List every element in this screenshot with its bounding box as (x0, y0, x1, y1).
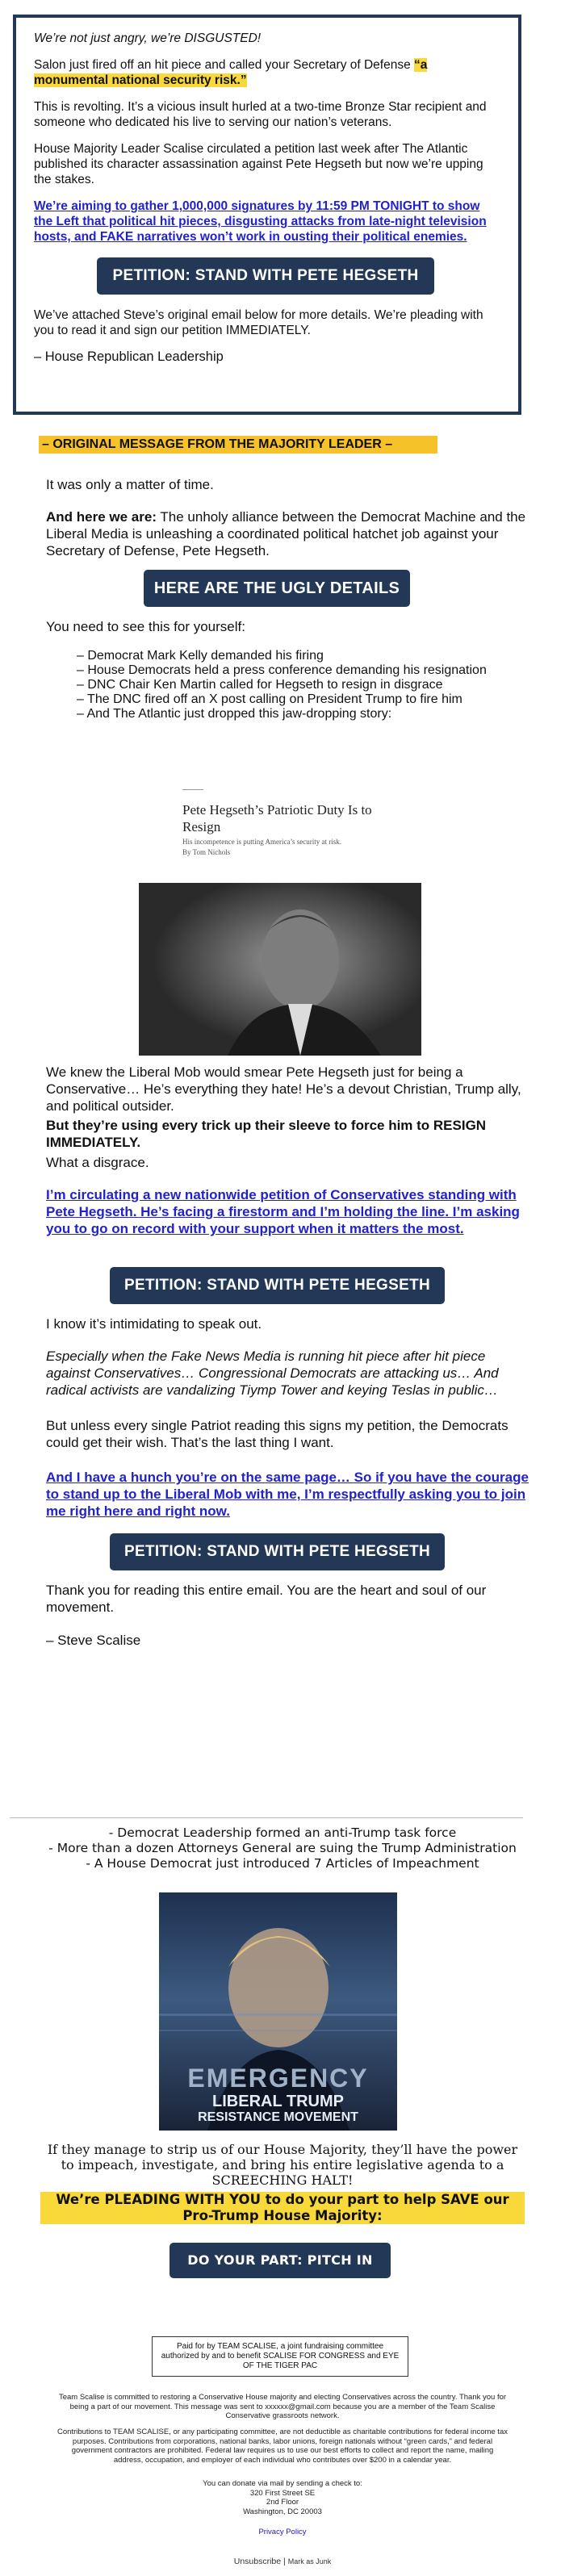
revolting-paragraph: This is revolting. It’s a vicious insult hurled at a two-time Bronze Star recipient and someone who dedicated his live to serving our nation’s veterans. (34, 100, 487, 129)
list-item: – The DNC fired off an X post calling on President Trump to fire him (77, 692, 462, 706)
task-force-link[interactable]: anti-Trump task force (324, 1825, 457, 1840)
leadership-box (13, 15, 521, 415)
poster-subtitle-2: RESISTANCE MOVEMENT (198, 2110, 358, 2124)
paid-for-box: Paid for by TEAM SCALISE, a joint fundraising committee authorized by and to benefit SCALISE FOR CONGRESS and EYE OF THE TIGER PAC (152, 2336, 408, 2377)
fake-news-paragraph: Especially when the Fake News Media is running hit piece after hit piece against Conservatives… Congressional Democrats are attacking us… And radical activists are vandalizing Tiymp Tower and keying Teslas in public… (46, 1349, 499, 1398)
footer-divider (10, 1817, 523, 1818)
petition-context-paragraph: House Majority Leader Scalise circulated a petition last week after The Atlantic published its character assassination against Pete Hegseth but now we’re upping the stakes. (34, 142, 483, 186)
list-item: – Democrat Mark Kelly demanded his firing (77, 649, 324, 663)
liberal-mob-paragraph: We knew the Liberal Mob would smear Pete Hegseth just for being a Conservative… He’s everything they hate! He’s a devout Christian, Trump ally, and political outsider. (46, 1064, 521, 1114)
threat-line-2: - More than a dozen Attorneys General are suing the Trump Administration (48, 1841, 517, 1855)
impeachment-link[interactable]: 7 Articles of Impeachment (313, 1856, 479, 1871)
committee-disclaimer: Team Scalise is committed to restoring a Conservative House majority and electing Conservatives across the country. Thank you for being a part of our movement. This message was sent to xxxxxx@gmail.com because you are a member of the Team Scalise Conservative grassroots network. (58, 2393, 507, 2420)
privacy-policy-link[interactable]: Privacy Policy (258, 2528, 307, 2536)
intimidating-text: I know it’s intimidating to speak out. (46, 1316, 262, 1332)
petition-link-1[interactable]: I’m circulating a new nationwide petition of Conservatives standing with Pete Hegseth. He’s facing a firestorm and I’m holding the line. I’m asking you to go on record with your support when it matters the most. (46, 1187, 520, 1236)
list-item: – House Democrats held a press conference demanding his resignation (77, 663, 487, 677)
signature-goal-link[interactable]: We’re aiming to gather 1,000,000 signatures by 11:59 PM TONIGHT to show the Left that political hit pieces, disgusting attacks from late-night television hosts, and FAKE narratives won’t work in ousting their political enemies. (34, 199, 487, 244)
article-title: Pete Hegseth’s Patriotic Duty Is to Resign (182, 802, 372, 834)
plea-wrap (0, 2192, 565, 2224)
threat-list (0, 1825, 565, 1871)
poster-subtitle-1: LIBERAL TRUMP (212, 2093, 344, 2110)
salon-paragraph: Salon just fired off an hit piece and called your Secretary of Defense “a monumental national security risk.” (34, 58, 428, 87)
threat-line-1: - Democrat Leadership formed an anti-Trump task force (108, 1825, 457, 1840)
every-patriot-paragraph: But unless every single Patriot reading this signs my petition, the Democrats could get their wish. That’s the last thing I want. (46, 1418, 508, 1450)
list-item: – DNC Chair Ken Martin called for Hegseth to resign in disgrace (77, 678, 443, 692)
highlight-quote: “a monumental national security risk.” (34, 58, 428, 87)
article-screenshot[interactable] (182, 789, 384, 860)
attached-email-paragraph: We’ve attached Steve’s original email below for more details. We’re pleading with you to read it and sign our petition IMMEDIATELY. (34, 308, 483, 337)
events-list (77, 649, 529, 721)
thank-you-paragraph: Thank you for reading this entire email. You are the heart and soul of our movement. (46, 1583, 487, 1615)
matter-of-time: It was only a matter of time. (46, 477, 214, 492)
here-we-are-paragraph: And here we are: The unholy alliance between the Democrat Machine and the Liberal Media is unleashing a coordinated political hatchet job against your Secretary of Defense, Pete Hegseth. (46, 509, 526, 558)
mail-address: You can donate via mail by sending a check to: 320 First Street SE 2nd Floor Washington, DC 20003 (203, 2479, 362, 2516)
mark-junk-link[interactable]: Mark as Junk (287, 2557, 332, 2566)
portrait-illustration (139, 883, 421, 1056)
contribution-disclaimer: Contributions to TEAM SCALISE, or any participating committee, are not deductible as charitable contributions for federal income tax purposes. Contributions from corporations, national banks, labor unions, foreign nationals without “green cards,” and federal government contractors are prohibited. Federal law requires us to use our best efforts to collect and report the name, mailing address, occupation, and employer of each individual who contributes over $200 in a calendar year. (57, 2428, 508, 2465)
article-subtitle: His incompetence is putting America’s security at risk. (182, 838, 341, 846)
plea-text: We’re PLEADING WITH YOU to do your part to help SAVE our Pro-Trump House Majority: (40, 2192, 525, 2224)
separator: | (283, 2557, 288, 2566)
see-for-yourself: You need to see this for yourself: (46, 619, 245, 634)
leadership-signoff: – House Republican Leadership (34, 349, 224, 364)
article-byline: By Tom Nichols (182, 848, 231, 856)
article-rule (182, 789, 203, 790)
unsubscribe-row (0, 2557, 565, 2566)
original-message-bar: – ORIGINAL MESSAGE FROM THE MAJORITY LEADER – (39, 436, 437, 454)
threat-line-3: - A House Democrat just introduced 7 Articles of Impeachment (86, 1856, 479, 1871)
poster-title: EMERGENCY (187, 2064, 369, 2093)
pitch-in-button[interactable]: DO YOUR PART: PITCH IN NOW (170, 2243, 391, 2278)
privacy-wrap (0, 2528, 565, 2537)
suing-link[interactable]: suing (319, 1841, 354, 1855)
resign-paragraph: But they’re using every trick up their sleeve to force him to RESIGN IMMEDIATELY. (46, 1118, 487, 1150)
petition-button-top[interactable]: PETITION: STAND WITH PETE HEGSETH (97, 257, 434, 295)
steve-signature: – Steve Scalise (46, 1633, 141, 1648)
majority-warning: If they manage to strip us of our House Majority, they’ll have the power to impeach, investigate, and bring his entire legislative agenda to a SCREECHING HALT! (47, 2142, 518, 2188)
emergency-poster[interactable] (159, 1892, 397, 2131)
ugly-details-button[interactable]: HERE ARE THE UGLY DETAILS (144, 570, 410, 607)
disgrace-text: What a disgrace. (46, 1155, 149, 1170)
hegseth-photo[interactable] (139, 883, 421, 1056)
petition-button-3[interactable]: PETITION: STAND WITH PETE HEGSETH (110, 1533, 445, 1570)
petition-link-2[interactable]: And I have a hunch you’re on the same page… So if you have the courage to stand up to the Liberal Mob with me, I’m respectfully asking you to join me right here and right now. (46, 1470, 529, 1519)
list-item: – And The Atlantic just dropped this jaw-dropping story: (77, 707, 392, 721)
intro-text: We’re not just angry, we’re DISGUSTED! (34, 31, 262, 45)
petition-button-2[interactable]: PETITION: STAND WITH PETE HEGSETH (110, 1267, 445, 1304)
unsubscribe-link[interactable]: Unsubscribe (233, 2557, 282, 2566)
